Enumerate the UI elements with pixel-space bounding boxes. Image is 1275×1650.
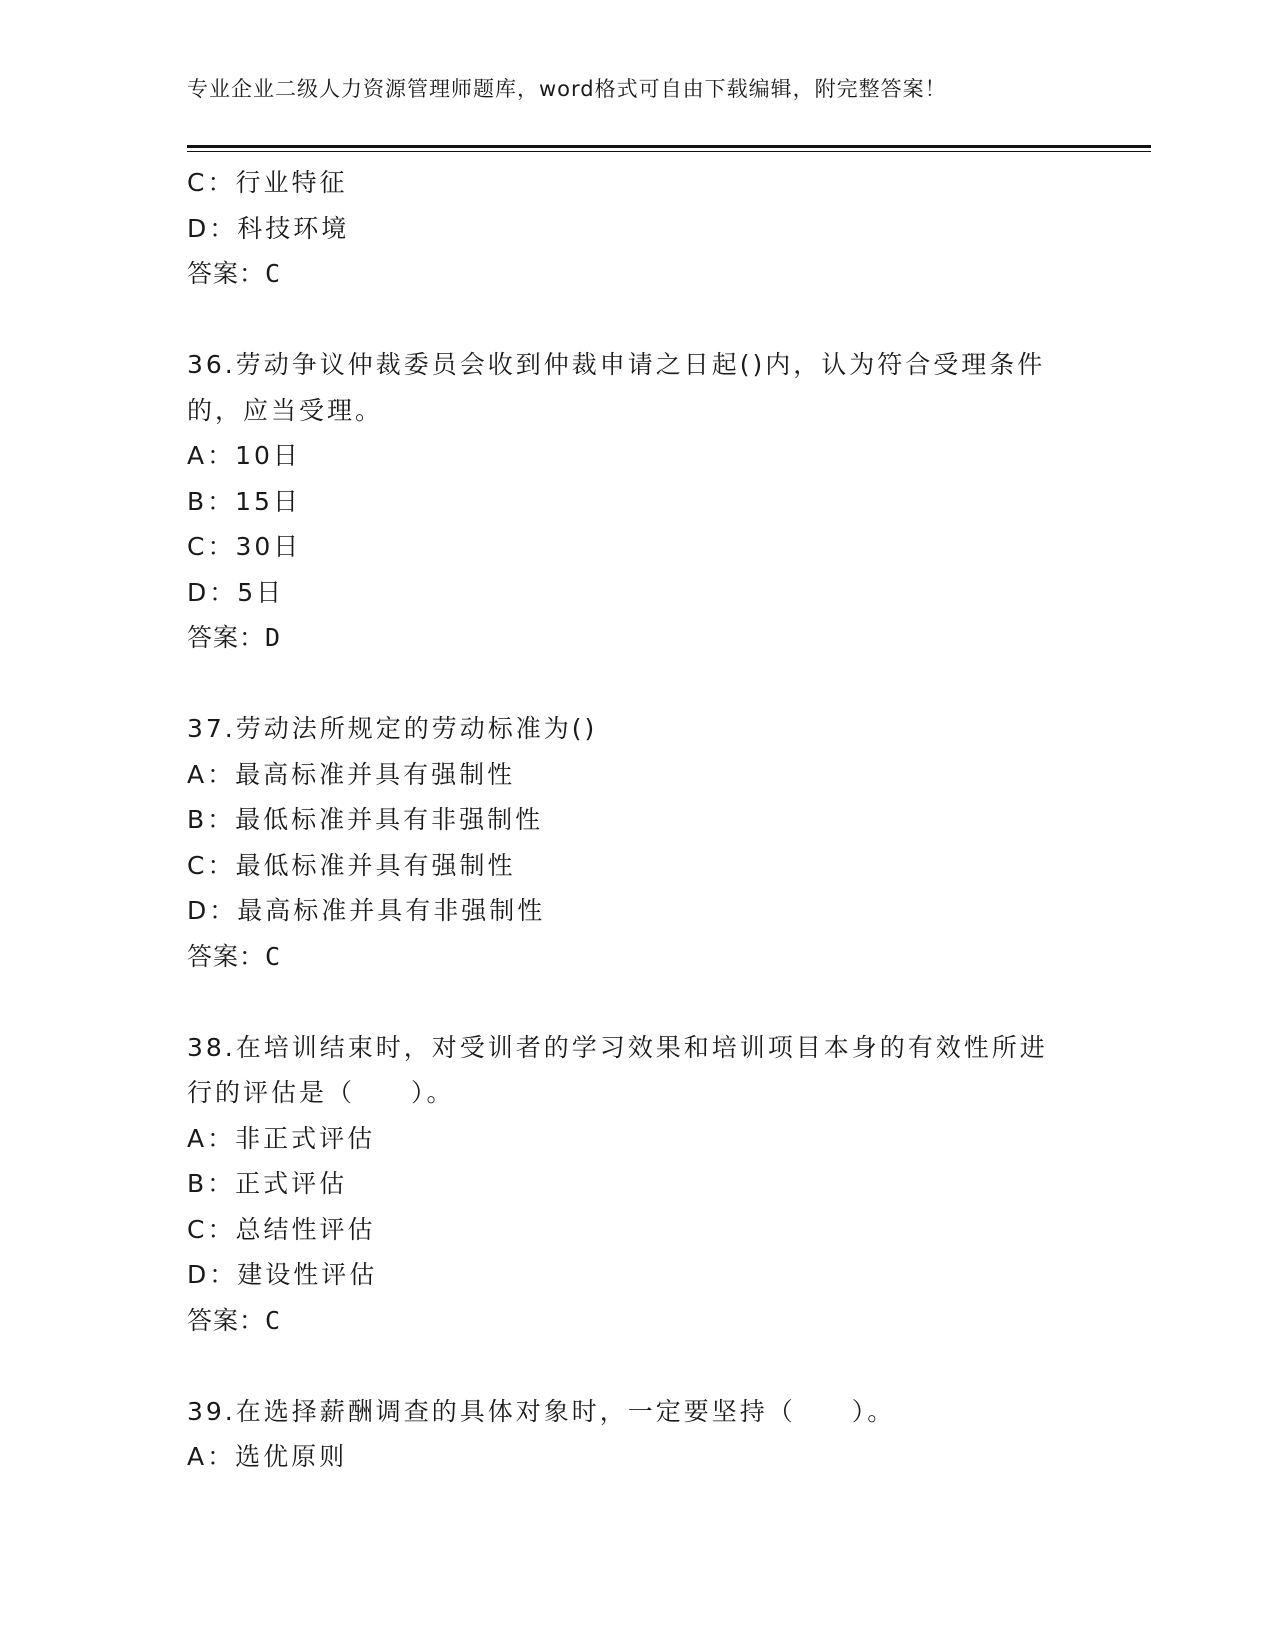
question-list	[187, 160, 1087, 1480]
answer-line: 答案：C	[187, 259, 282, 288]
page-header: 专业企业二级人力资源管理师题库，word格式可自由下载编辑，附完整答案！	[187, 77, 947, 101]
spacer	[187, 661, 1087, 707]
spacer	[187, 1343, 1087, 1389]
question-36-text: 36.劳动争议仲裁委员会收到仲裁申请之日起()内，认为符合受理条件	[187, 350, 1046, 379]
answer-line: 答案：C	[187, 941, 282, 971]
option-c: C：最低标准并具有强制性	[187, 850, 516, 880]
question-38-text: 38.在培训结束时，对受训者的学习效果和培训项目本身的有效性所进	[187, 1032, 1048, 1062]
spacer	[187, 979, 1087, 1025]
option-b: B：最低标准并具有非强制性	[187, 805, 544, 834]
option-d: D：科技环境	[187, 213, 350, 243]
option-c: C：行业特征	[187, 168, 348, 197]
option-a: A：最高标准并具有强制性	[187, 759, 516, 789]
option-d: D：最高标准并具有非强制性	[187, 896, 546, 925]
header-rule-thick	[187, 145, 1151, 148]
header-rule-thin	[187, 151, 1151, 152]
question-39-text: 39.在选择薪酬调查的具体对象时，一定要坚持（ ）。	[187, 1396, 896, 1426]
answer-line: 答案：D	[187, 623, 282, 652]
spacer	[187, 297, 1087, 343]
question-37-text: 37.劳动法所规定的劳动标准为()	[187, 714, 598, 743]
option-b: B：正式评估	[187, 1169, 348, 1198]
question-36-text-cont: 的，应当受理。	[187, 395, 384, 425]
option-d: D：5日	[187, 577, 285, 607]
option-c: C：30日	[187, 532, 302, 561]
option-d: D：建设性评估	[187, 1260, 378, 1289]
option-c: C：总结性评估	[187, 1214, 376, 1244]
option-a: A：非正式评估	[187, 1123, 376, 1153]
option-b: B：15日	[187, 486, 301, 516]
option-a: A：10日	[187, 441, 301, 470]
option-a: A：选优原则	[187, 1442, 348, 1471]
answer-line: 答案：C	[187, 1305, 282, 1335]
question-38-text-cont: 行的评估是（ ）。	[187, 1078, 455, 1107]
